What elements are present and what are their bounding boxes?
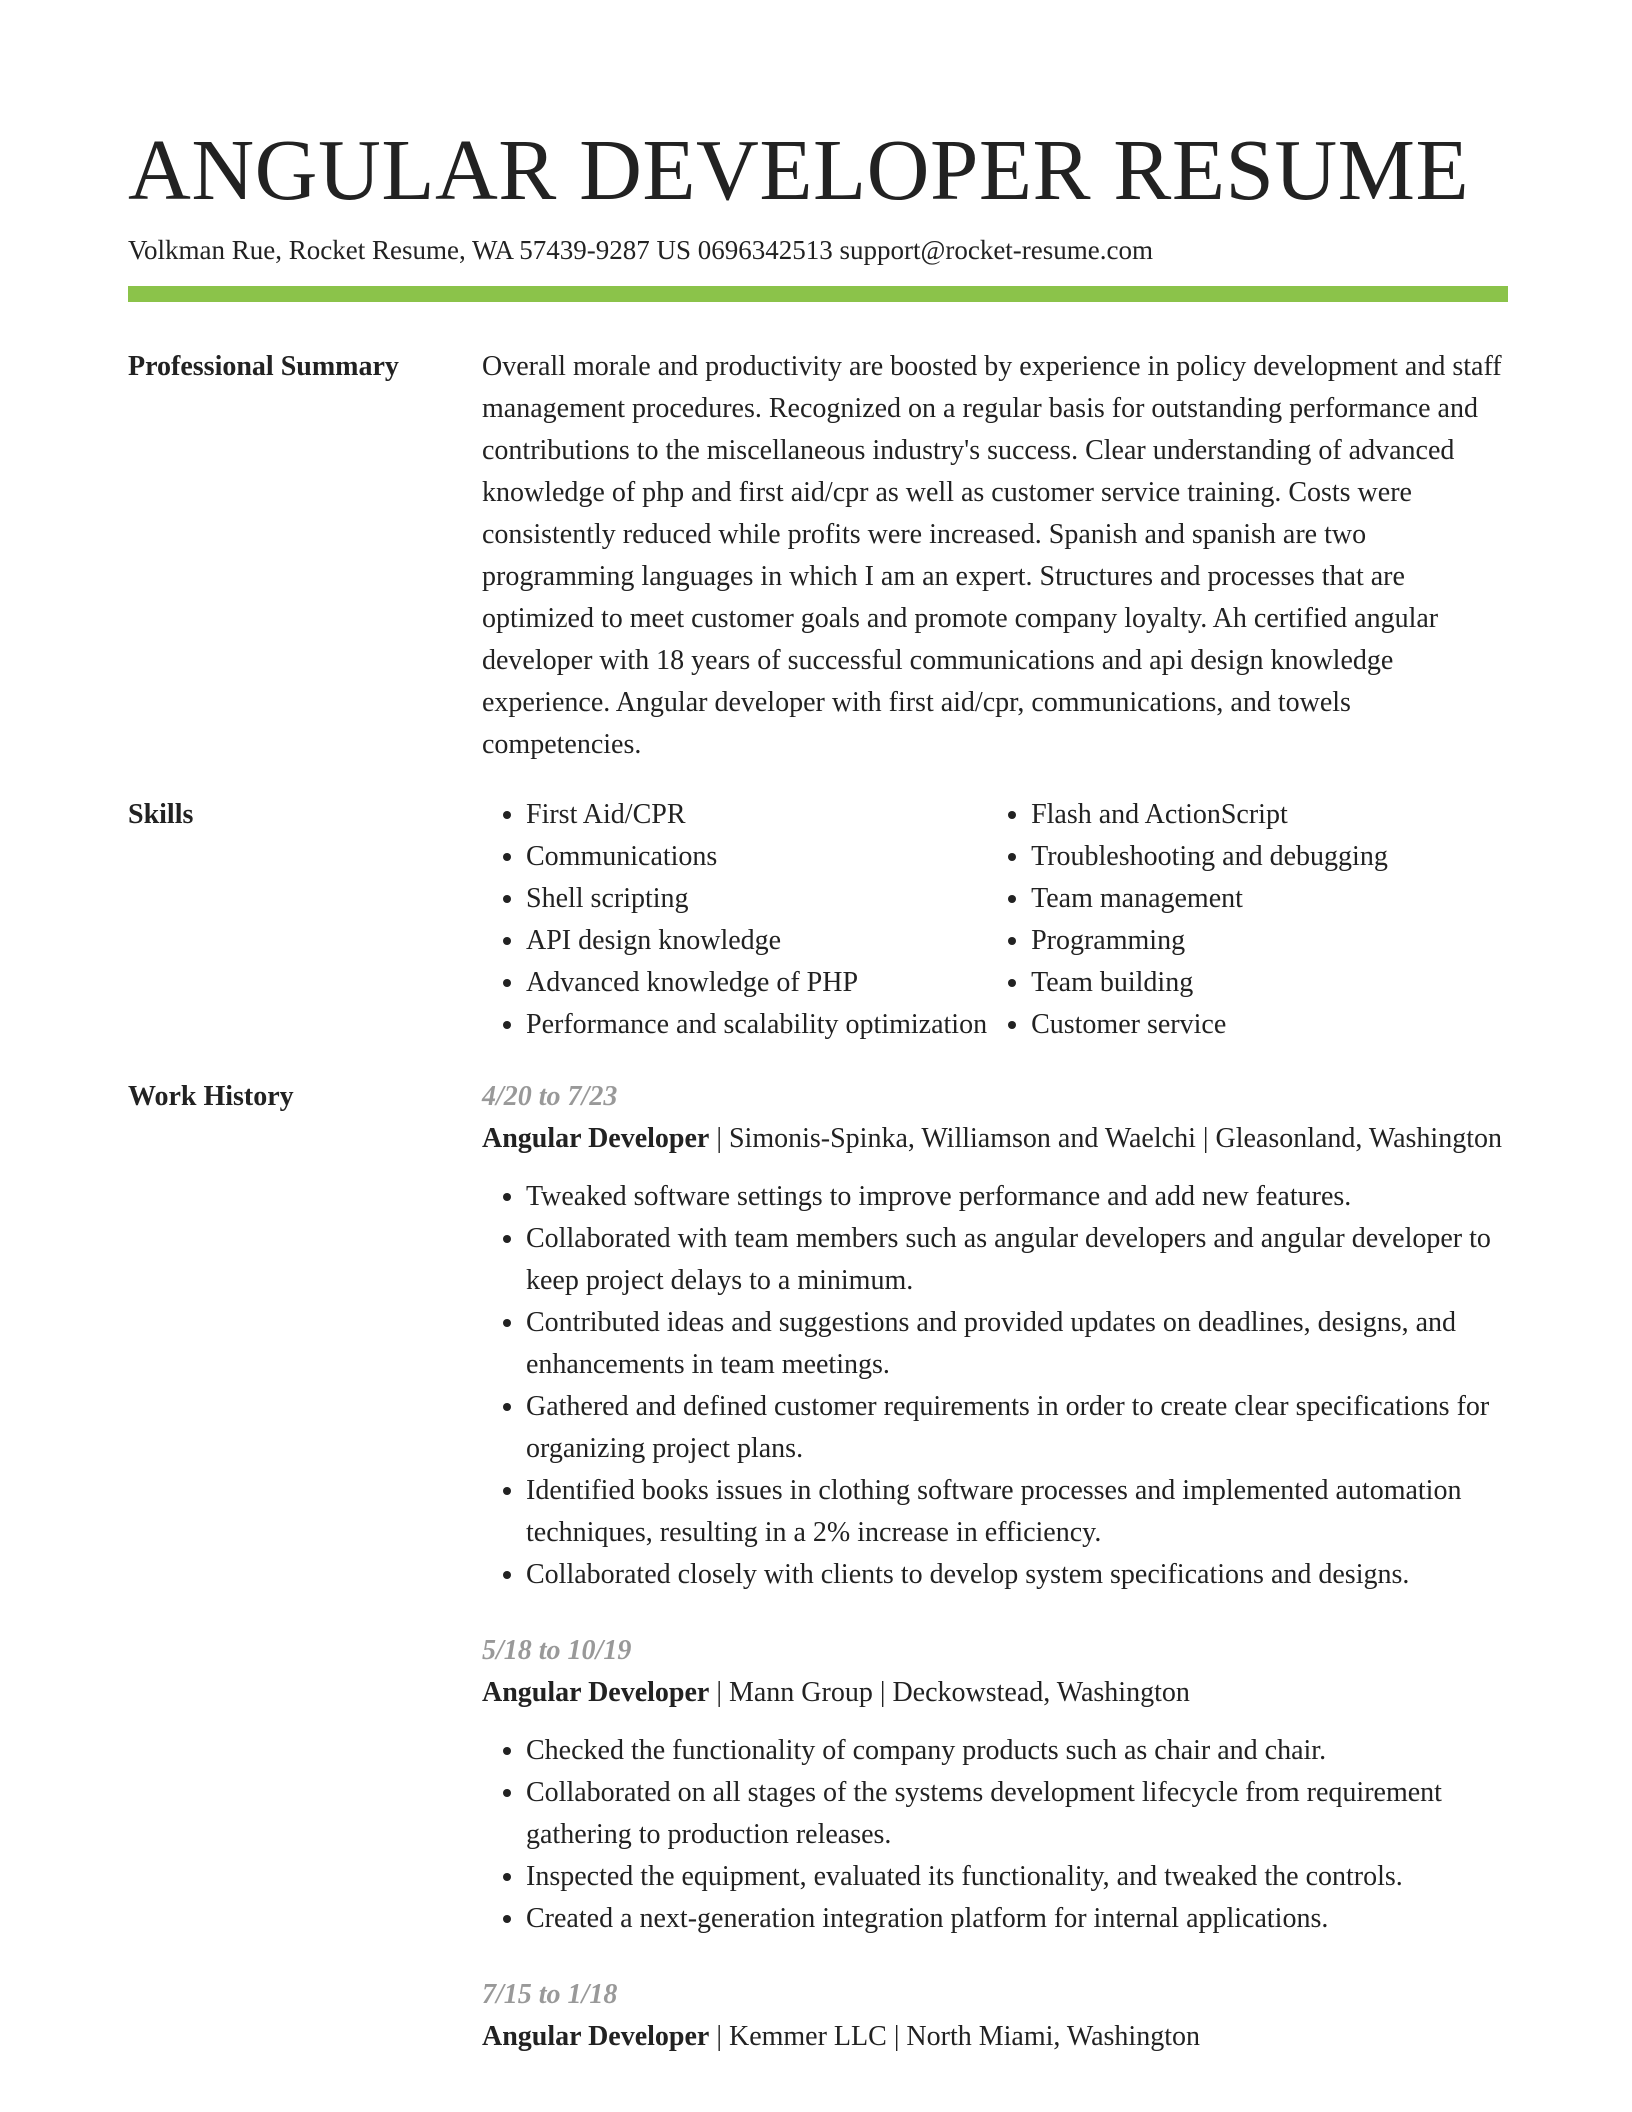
skill-item: • Performance and scalability optimization: [526, 1004, 987, 1046]
job-entry: [482, 1630, 1508, 1940]
job-company: Mann Group: [728, 1677, 873, 1708]
job-bullet: • Tweaked software settings to improve performance and add new features.: [526, 1176, 1508, 1218]
job-bullet: • Identified books issues in clothing software processes and implemented automation techniques, resulting in a 2% increase in efficiency.: [526, 1470, 1508, 1554]
skills-body: [482, 794, 1508, 1046]
section-label-skills: Skills: [128, 799, 194, 830]
job-bullet: • Created a next-generation integration platform for internal applications.: [526, 1898, 1508, 1940]
job-bullet: • Collaborated closely with clients to develop system specifications and designs.: [526, 1554, 1508, 1596]
skill-item: • API design knowledge: [526, 920, 987, 962]
work-history-body: [482, 1076, 1508, 2092]
job-title: Angular Developer: [482, 1123, 710, 1154]
skills-list-right: [987, 794, 1508, 1046]
job-heading: Angular Developer | Simonis-Spinka, Williamson and Waelchi | Gleasonland, Washington: [482, 1123, 1502, 1154]
job-location: North Miami, Washington: [906, 2021, 1200, 2052]
job-bullet: • Contributed ideas and suggestions and provided updates on deadlines, designs, and enhancements in team meetings.: [526, 1302, 1508, 1386]
job-bullet: • Collaborated with team members such as angular developers and angular developer to keep project delays to a minimum.: [526, 1218, 1508, 1302]
job-bullet: • Gathered and defined customer requirements in order to create clear specifications for organizing project plans.: [526, 1386, 1508, 1470]
job-heading: Angular Developer | Mann Group | Deckowstead, Washington: [482, 1677, 1190, 1708]
job-company: Kemmer LLC: [728, 2021, 887, 2052]
job-dates: 5/18 to 10/19: [482, 1635, 632, 1666]
job-dates: 4/20 to 7/23: [482, 1081, 618, 1112]
summary-body: [482, 346, 1508, 766]
page-title: ANGULAR DEVELOPER RESUME: [128, 121, 1470, 218]
skill-item: • Programming: [1031, 920, 1508, 962]
skill-item: • Shell scripting: [526, 878, 987, 920]
job-bullet: • Collaborated on all stages of the systems development lifecycle from requirement gathering to production releases.: [526, 1772, 1508, 1856]
section-label-work-history: Work History: [128, 1081, 294, 1112]
skill-item: • Communications: [526, 836, 987, 878]
job-location: Gleasonland, Washington: [1215, 1123, 1502, 1154]
skill-item: • Flash and ActionScript: [1031, 794, 1508, 836]
job-dates: 7/15 to 1/18: [482, 1979, 618, 2010]
skill-item: • Customer service: [1031, 1004, 1508, 1046]
job-title: Angular Developer: [482, 2021, 710, 2052]
job-heading: Angular Developer | Kemmer LLC | North Miami, Washington: [482, 2021, 1200, 2052]
job-company: Simonis-Spinka, Williamson and Waelchi: [728, 1123, 1196, 1154]
skills-list-left: [482, 794, 987, 1046]
skill-item: • Team building: [1031, 962, 1508, 1004]
header-divider: [128, 286, 1508, 302]
job-bullet: • Checked the functionality of company products such as chair and chair.: [526, 1730, 1508, 1772]
summary-text: Overall morale and productivity are boosted by experience in policy development and staff management procedures. Recognized on a regular basis for outstanding performance and contributions to the miscellaneous industry's success. Clear understanding of advanced knowledge of php and first aid/cpr as well as customer service training. Costs were consistently reduced while profits were increased. Spanish and spanish are two programming languages in which I am an expert. Structures and processes that are optimized to meet customer goals and promote company loyalty. Ah certified angular developer with 18 years of successful communications and api design knowledge experience. Angular developer with first aid/cpr, communications, and towels competencies.: [482, 351, 1502, 760]
job-entry: [482, 1974, 1508, 2058]
skill-item: • Troubleshooting and debugging: [1031, 836, 1508, 878]
contact-line: Volkman Rue, Rocket Resume, WA 57439-9287 US 0696342513 support@rocket-resume.com: [128, 235, 1153, 265]
skill-item: • First Aid/CPR: [526, 794, 987, 836]
job-bullet-list: [482, 1176, 1508, 1596]
job-bullet-list: [482, 1730, 1508, 1940]
skill-item: • Team management: [1031, 878, 1508, 920]
section-label-summary: Professional Summary: [128, 351, 399, 382]
job-location: Deckowstead, Washington: [892, 1677, 1190, 1708]
skill-item: • Advanced knowledge of PHP: [526, 962, 987, 1004]
job-title: Angular Developer: [482, 1677, 710, 1708]
job-entry: [482, 1076, 1508, 1596]
job-bullet: • Inspected the equipment, evaluated its functionality, and tweaked the controls.: [526, 1856, 1508, 1898]
